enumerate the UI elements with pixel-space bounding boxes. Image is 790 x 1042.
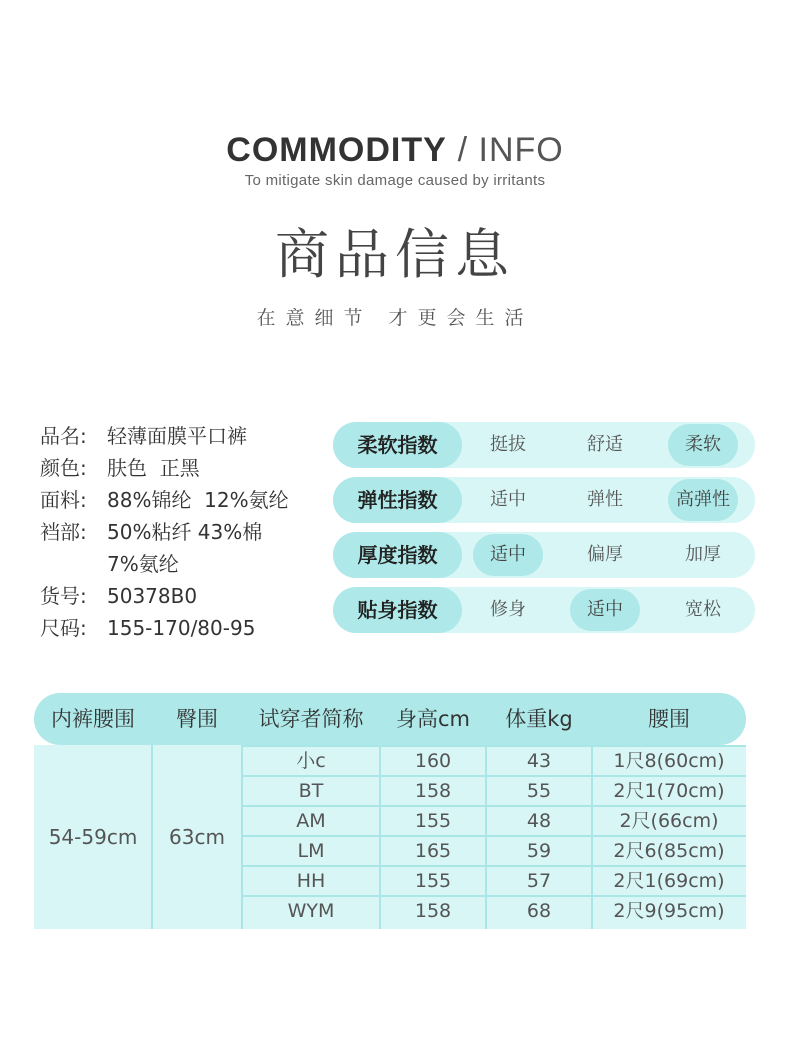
title-bold: COMMODITY [226,131,447,169]
subtitle-english: To mitigate skin damage caused by irritants [244,172,546,189]
tester-cell: 小c [296,750,326,772]
fit-index [333,587,755,633]
weight-cell: 48 [526,810,552,832]
index-option: 弹性 [587,489,623,510]
table-row [242,895,746,925]
info-value: 88%锦纶 12%氨纶 [107,488,289,512]
table-header [34,693,746,745]
table-row [242,865,746,895]
height-cell: 155 [414,810,452,832]
height-cell: 158 [414,780,452,802]
hip-size-cell: 63cm [169,825,225,849]
info-label: 裆部: [40,520,87,544]
thickness-index [333,532,755,578]
waist-size-cell: 54-59cm [48,825,138,849]
waist-cell: 2尺9(95cm) [613,900,725,922]
tester-cell: AM [296,810,326,832]
waist-cell: 2尺6(85cm) [613,840,725,862]
waist-cell: 2尺(66cm) [619,810,719,832]
fit-indices [333,422,755,642]
info-row-item-number [40,580,330,612]
waist-cell: 2尺1(70cm) [613,780,725,802]
height-cell: 165 [414,840,452,862]
tester-cell: LM [297,840,325,862]
index-title: 厚度指数 [333,532,462,578]
tester-cell: BT [298,780,324,802]
column-header: 身高cm [395,707,470,731]
elasticity-index [333,477,755,523]
info-label: 品名: [40,424,87,448]
weight-cell: 59 [526,840,552,862]
index-option: 偏厚 [587,544,623,565]
info-row-color [40,452,330,484]
height-cell: 160 [414,750,452,772]
column-header: 臀围 [176,707,218,731]
info-label: 尺码: [40,616,87,640]
info-value: 155-170/80-95 [107,616,256,640]
column-header: 试穿者简称 [258,707,364,731]
info-value: 肤色 正黑 [107,456,200,480]
index-option: 宽松 [685,599,721,620]
tester-cell: WYM [287,900,335,922]
title-light: / INFO [457,131,564,169]
index-option-selected: 适中 [570,589,640,631]
info-value: 50%粘纤 43%棉 [107,520,263,544]
index-option: 挺拔 [490,434,526,455]
weight-cell: 68 [526,900,552,922]
index-title: 弹性指数 [333,477,462,523]
column-header: 腰围 [648,707,690,731]
tester-cell: HH [296,870,326,892]
table-body [34,745,746,929]
table-row [242,805,746,835]
column-header: 体重kg [505,707,573,731]
index-title: 贴身指数 [333,587,462,633]
info-label: 货号: [40,584,87,608]
waist-cell: 2尺1(69cm) [613,870,725,892]
size-table [34,693,746,929]
height-cell: 158 [414,900,452,922]
info-value-continued: 7%氨纶 [107,552,179,576]
index-option-selected: 高弹性 [668,479,738,521]
column-divider [151,745,153,929]
softness-index [333,422,755,468]
index-option: 适中 [490,489,526,510]
index-option-selected: 适中 [473,534,543,576]
table-row [242,775,746,805]
info-row-crotch [40,516,330,548]
info-row-size [40,612,330,644]
info-row-name [40,420,330,452]
waist-cell: 1尺8(60cm) [613,750,725,772]
title-chinese: 商品信息 [275,223,515,286]
index-option-selected: 柔软 [668,424,738,466]
index-option: 加厚 [685,544,721,565]
table-row [242,745,746,775]
weight-cell: 55 [526,780,552,802]
table-row [242,835,746,865]
index-option: 修身 [490,599,526,620]
title-english [0,128,790,172]
weight-cell: 57 [526,870,552,892]
index-title: 柔软指数 [333,422,462,468]
height-cell: 155 [414,870,452,892]
subtitle-chinese: 在意细节 才更会生活 [256,307,534,329]
weight-cell: 43 [526,750,552,772]
info-row-fabric [40,484,330,516]
product-info [40,420,330,644]
info-value: 轻薄面膜平口裤 [107,424,247,448]
info-value: 50378B0 [107,584,198,608]
info-label: 颜色: [40,456,87,480]
info-label: 面料: [40,488,87,512]
column-header: 内裤腰围 [51,707,135,731]
index-option: 舒适 [587,434,623,455]
